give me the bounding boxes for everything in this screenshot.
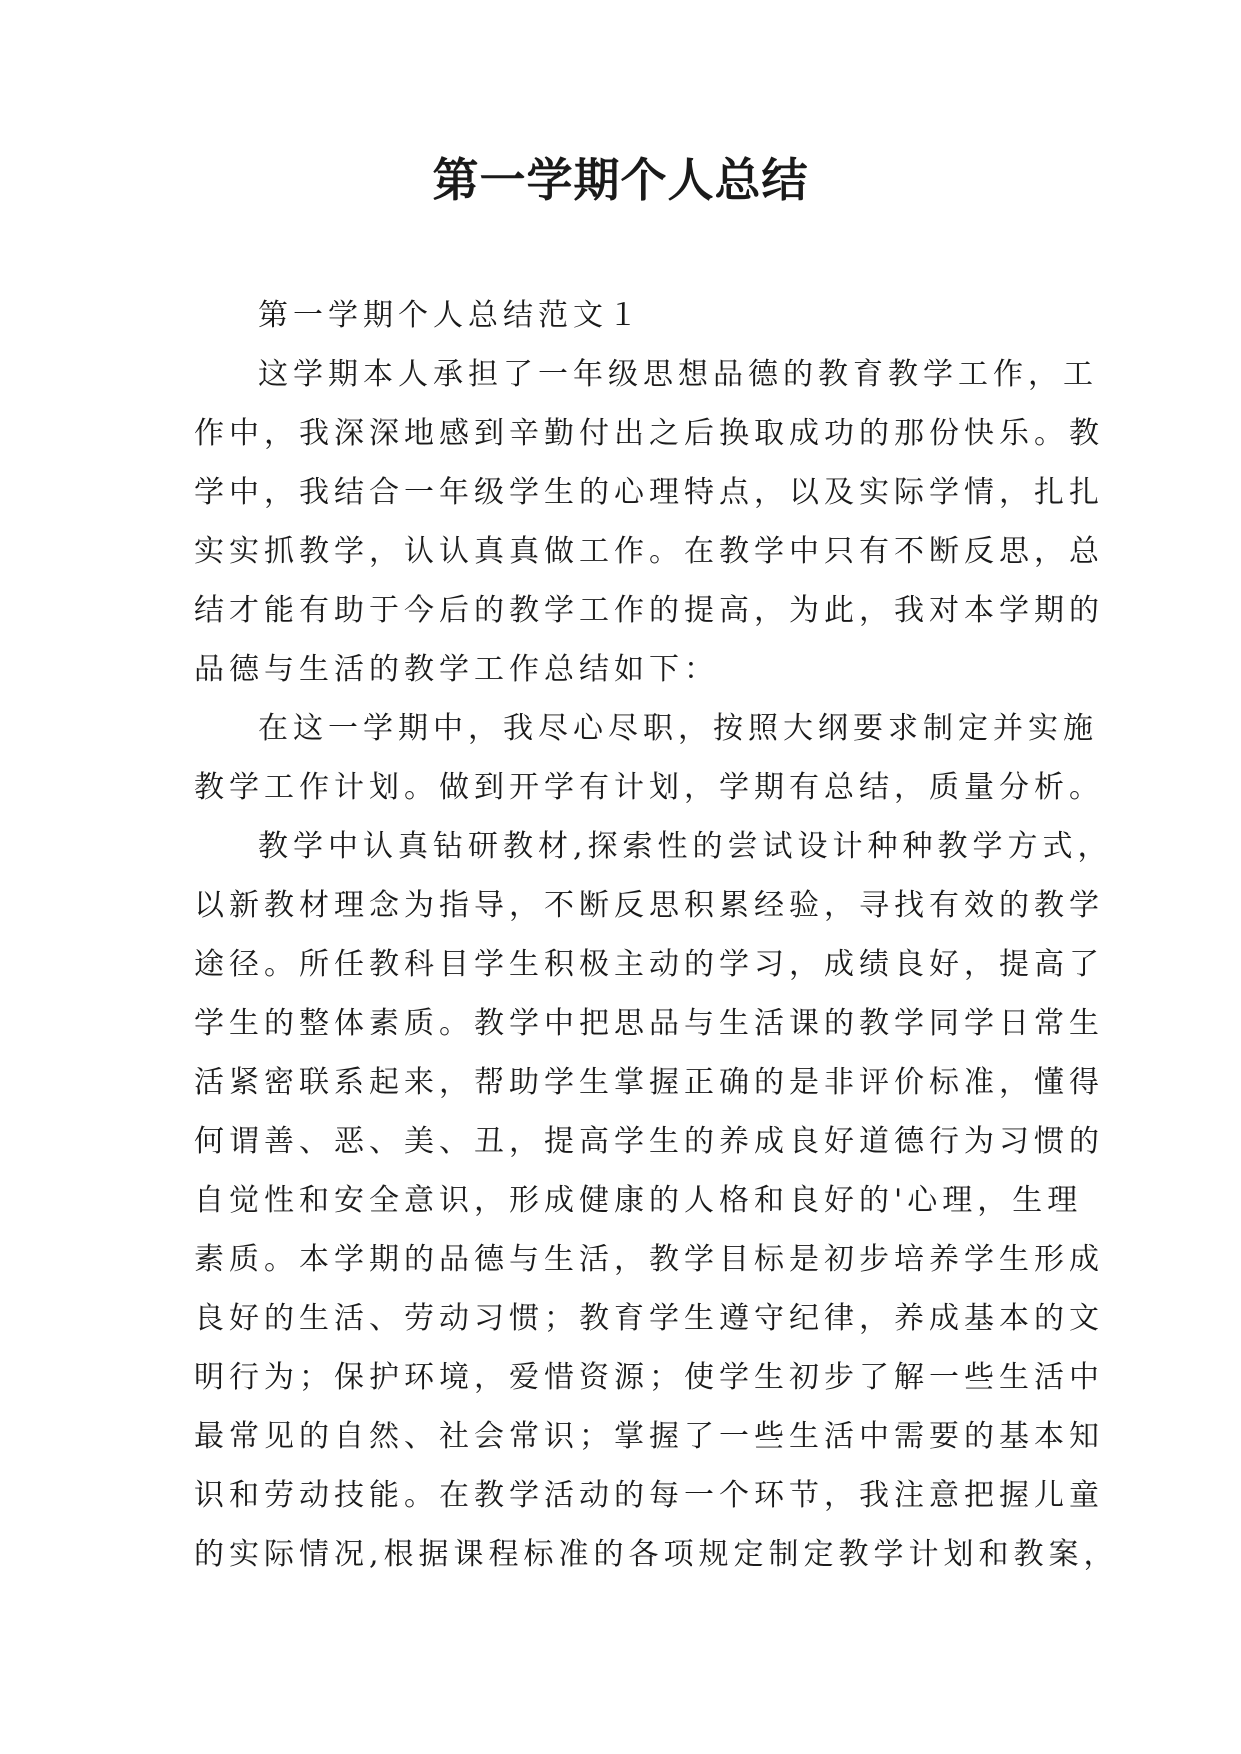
text-line: 以新教材理念为指导，不断反思积累经验，寻找有效的教学 [194, 888, 1104, 923]
text-line: 结才能有助于今后的教学工作的提高，为此，我对本学期的 [194, 593, 1104, 628]
text-line: 作中，我深深地感到辛勤付出之后换取成功的那份快乐。教 [194, 416, 1104, 451]
text-line: 自觉性和安全意识，形成健康的人格和良好的'心理，生理 [194, 1183, 1083, 1218]
text-line: 学中，我结合一年级学生的心理特点，以及实际学情，扎扎 [194, 475, 1104, 510]
text-line: 明行为；保护环境，爱惜资源；使学生初步了解一些生活中 [194, 1360, 1104, 1395]
text-line: 教学工作计划。做到开学有计划，学期有总结，质量分析。 [194, 770, 1104, 805]
text-line: 识和劳动技能。在教学活动的每一个环节，我注意把握儿童 [194, 1478, 1104, 1513]
document-body [194, 286, 1119, 1584]
text-line: 最常见的自然、社会常识；掌握了一些生活中需要的基本知 [194, 1419, 1104, 1454]
text-line: 品德与生活的教学工作总结如下： [194, 652, 719, 687]
text-line: 途径。所任教科目学生积极主动的学习，成绩良好，提高了 [194, 947, 1104, 982]
text-line: 教学中认真钻研教材,探索性的尝试设计种种教学方式， [258, 829, 1113, 864]
text-line: 素质。本学期的品德与生活，教学目标是初步培养学生形成 [194, 1242, 1104, 1277]
text-line: 第一学期个人总结范文１ [258, 298, 643, 333]
text-line: 活紧密联系起来，帮助学生掌握正确的是非评价标准，懂得 [194, 1065, 1104, 1100]
text-line: 的实际情况,根据课程标准的各项规定制定教学计划和教案， [194, 1537, 1119, 1572]
text-line: 学生的整体素质。教学中把思品与生活课的教学同学日常生 [194, 1006, 1104, 1041]
text-line: 何谓善、恶、美、丑，提高学生的养成良好道德行为习惯的 [194, 1124, 1104, 1159]
text-line: 在这一学期中，我尽心尽职，按照大纲要求制定并实施 [258, 711, 1098, 746]
document-title: 第一学期个人总结 [432, 153, 809, 207]
text-line: 这学期本人承担了一年级思想品德的教育教学工作，工 [258, 357, 1098, 392]
text-line: 实实抓教学，认认真真做工作。在教学中只有不断反思，总 [194, 534, 1104, 569]
text-line: 良好的生活、劳动习惯；教育学生遵守纪律，养成基本的文 [194, 1301, 1104, 1336]
